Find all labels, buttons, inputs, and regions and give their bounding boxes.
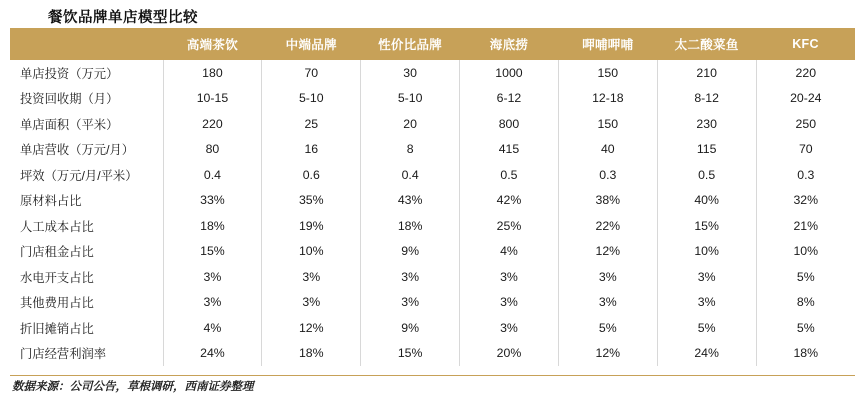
cell: 3% (460, 290, 559, 316)
cell: 25 (262, 111, 361, 137)
cell: 5-10 (262, 86, 361, 112)
cell: 18% (262, 341, 361, 367)
cell: 3% (657, 264, 756, 290)
cell: 0.6 (262, 162, 361, 188)
source-note: 数据来源：公司公告，草根调研，西南证券整理 (12, 381, 254, 393)
cell: 1000 (460, 60, 559, 86)
cell: 415 (460, 137, 559, 163)
cell: 18% (163, 213, 262, 239)
cell: 9% (361, 315, 460, 341)
cell: 230 (657, 111, 756, 137)
cell: 220 (163, 111, 262, 137)
cell: 22% (558, 213, 657, 239)
cell: 12% (558, 341, 657, 367)
cell: 32% (793, 193, 819, 208)
cell: 180 (163, 60, 262, 86)
table-row (10, 264, 855, 290)
table-row (10, 213, 855, 239)
cell: 6-12 (460, 86, 559, 112)
cell: 8-12 (657, 86, 756, 112)
table-row (10, 137, 855, 163)
cell: 21% (793, 218, 819, 233)
row-label: 其他费用占比 (10, 290, 163, 316)
cell: 70 (262, 60, 361, 86)
cell: 10% (793, 244, 819, 259)
cell: 35% (262, 188, 361, 214)
cell: 30 (361, 60, 460, 86)
column-header-2: 性价比品牌 (361, 28, 460, 60)
cell: 20% (460, 341, 559, 367)
cell: 4% (460, 239, 559, 265)
cell: 20 (361, 111, 460, 137)
cell: 15% (657, 213, 756, 239)
cell: 16 (262, 137, 361, 163)
cell: 70 (798, 142, 813, 157)
row-label: 单店投资（万元） (10, 60, 163, 86)
cell: 19% (262, 213, 361, 239)
column-header-5: 太二酸菜鱼 (657, 28, 756, 60)
cell: 5% (796, 320, 815, 335)
row-label: 折旧摊销占比 (10, 315, 163, 341)
table-body (10, 60, 855, 366)
cell: 3% (262, 264, 361, 290)
table-row (10, 315, 855, 341)
cell: 3% (558, 264, 657, 290)
table-row (10, 86, 855, 112)
table-head (10, 28, 855, 60)
cell: 12% (262, 315, 361, 341)
cell: 43% (361, 188, 460, 214)
cell: 10-15 (163, 86, 262, 112)
cell: 3% (460, 264, 559, 290)
table-corner-cell (10, 28, 163, 60)
cell: 0.4 (361, 162, 460, 188)
cell: 0.5 (460, 162, 559, 188)
cell: 5% (657, 315, 756, 341)
table-row (10, 111, 855, 137)
cell: 115 (657, 137, 756, 163)
row-label: 人工成本占比 (10, 213, 163, 239)
table-row (10, 239, 855, 265)
cell: 15% (163, 239, 262, 265)
cell: 0.5 (657, 162, 756, 188)
cell: 8 (361, 137, 460, 163)
cell: 24% (163, 341, 262, 367)
cell: 800 (460, 111, 559, 137)
row-label: 水电开支占比 (10, 264, 163, 290)
cell: 25% (460, 213, 559, 239)
cell: 5-10 (361, 86, 460, 112)
column-header-3: 海底捞 (460, 28, 559, 60)
cell: 150 (558, 111, 657, 137)
cell: 20-24 (790, 91, 822, 106)
table-header-row (10, 28, 855, 60)
cell: 210 (657, 60, 756, 86)
cell: 33% (163, 188, 262, 214)
cell: 4% (163, 315, 262, 341)
cell: 0.3 (797, 167, 815, 182)
row-label: 门店经营利润率 (10, 341, 163, 367)
cell: 42% (460, 188, 559, 214)
row-label: 坪效（万元/月/平米） (10, 162, 163, 188)
cell: 3% (361, 264, 460, 290)
cell: 5% (796, 269, 815, 284)
table-row (10, 188, 855, 214)
cell: 40 (558, 137, 657, 163)
row-label: 门店租金占比 (10, 239, 163, 265)
cell: 250 (795, 116, 817, 131)
comparison-table (10, 28, 855, 366)
table-row (10, 60, 855, 86)
cell: 10% (657, 239, 756, 265)
column-header-6: KFC (756, 28, 855, 60)
cell: 8% (796, 295, 815, 310)
cell: 3% (460, 315, 559, 341)
cell: 3% (163, 290, 262, 316)
comparison-table-wrapper (10, 28, 855, 366)
cell: 12% (558, 239, 657, 265)
cell: 3% (262, 290, 361, 316)
cell: 80 (163, 137, 262, 163)
table-row (10, 290, 855, 316)
cell: 38% (558, 188, 657, 214)
cell: 220 (795, 65, 817, 80)
table-row (10, 341, 855, 367)
row-label: 单店营收（万元/月） (10, 137, 163, 163)
cell: 0.3 (558, 162, 657, 188)
row-label: 单店面积（平米） (10, 111, 163, 137)
column-header-4: 呷哺呷哺 (558, 28, 657, 60)
column-header-0: 高端茶饮 (163, 28, 262, 60)
cell: 3% (558, 290, 657, 316)
cell: 10% (262, 239, 361, 265)
table-row (10, 162, 855, 188)
table-bottom-rule (10, 375, 855, 376)
cell: 12-18 (558, 86, 657, 112)
cell: 3% (361, 290, 460, 316)
cell: 5% (558, 315, 657, 341)
cell: 3% (657, 290, 756, 316)
cell: 40% (657, 188, 756, 214)
row-label: 投资回收期（月） (10, 86, 163, 112)
cell: 18% (793, 346, 819, 361)
cell: 24% (657, 341, 756, 367)
cell: 3% (163, 264, 262, 290)
cell: 15% (361, 341, 460, 367)
cell: 150 (558, 60, 657, 86)
column-header-1: 中端品牌 (262, 28, 361, 60)
cell: 18% (361, 213, 460, 239)
cell: 9% (361, 239, 460, 265)
page-title: 餐饮品牌单店模型比较 (48, 10, 198, 26)
cell: 0.4 (163, 162, 262, 188)
row-label: 原材料占比 (10, 188, 163, 214)
